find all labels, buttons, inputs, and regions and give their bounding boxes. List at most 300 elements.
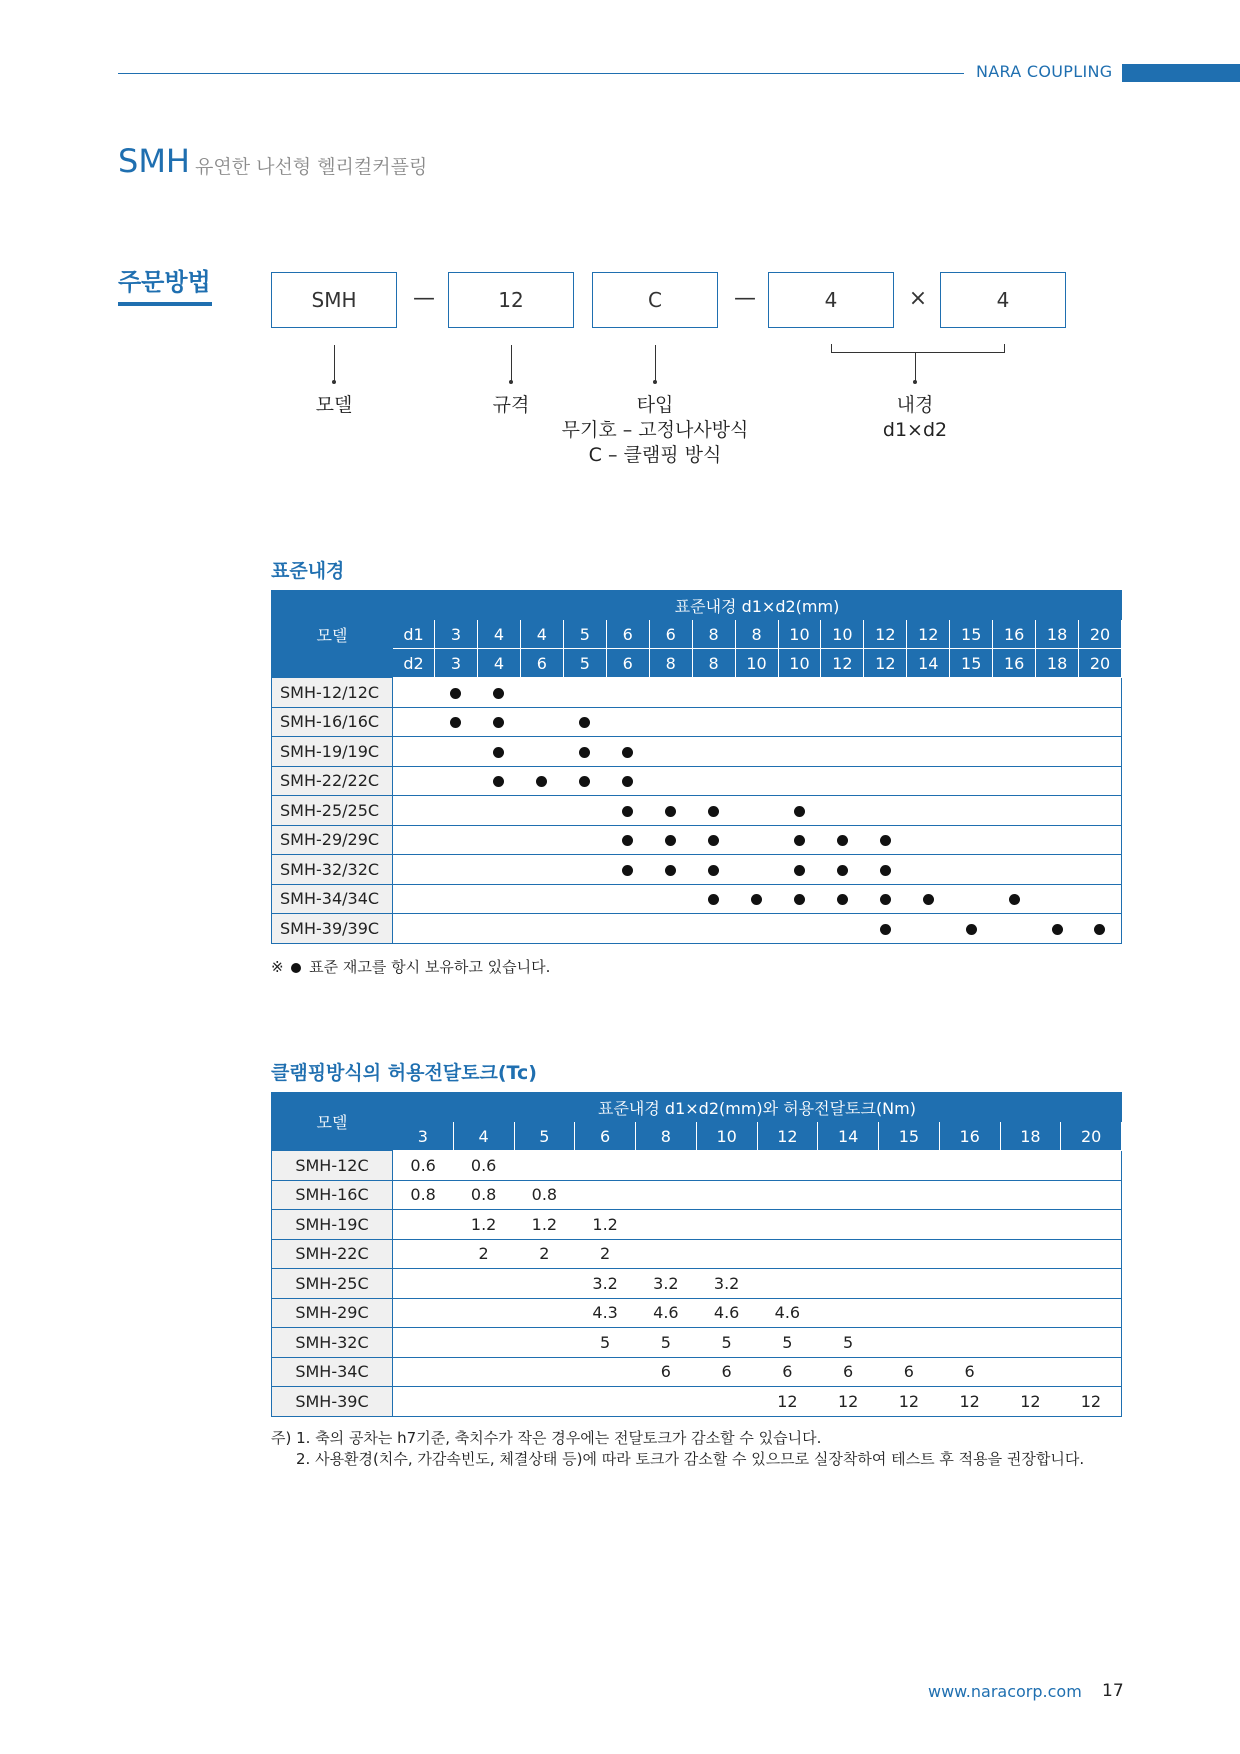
stock-dot-icon — [579, 776, 590, 787]
availability-cell — [864, 855, 907, 885]
availability-cell — [821, 678, 864, 708]
model-cell: SMH-29C — [272, 1298, 393, 1328]
availability-cell — [993, 825, 1036, 855]
availability-cell — [907, 796, 950, 826]
availability-cell — [435, 825, 478, 855]
availability-cell — [1079, 796, 1122, 826]
torque-value-cell — [1000, 1210, 1061, 1240]
availability-cell — [778, 884, 821, 914]
label-model: 모델 — [315, 394, 353, 416]
d1-value: 6 — [606, 620, 649, 649]
table-row — [272, 1357, 1122, 1387]
availability-cell — [477, 737, 520, 767]
availability-cell — [864, 825, 907, 855]
torque-value-cell — [514, 1269, 575, 1299]
availability-cell — [1036, 914, 1079, 944]
torque-value-cell: 12 — [818, 1387, 879, 1417]
d2-value: 14 — [907, 649, 950, 678]
availability-cell — [778, 914, 821, 944]
torque-value-cell: 12 — [1061, 1387, 1122, 1417]
torque-value-cell — [1061, 1180, 1122, 1210]
availability-cell — [563, 737, 606, 767]
table-row — [272, 737, 1122, 767]
availability-cell — [1079, 825, 1122, 855]
availability-cell — [649, 707, 692, 737]
torque-value-cell — [514, 1357, 575, 1387]
empty-cell — [393, 796, 435, 826]
availability-cell — [520, 884, 563, 914]
availability-cell — [692, 914, 735, 944]
availability-cell — [993, 678, 1036, 708]
torque-value-cell — [1061, 1269, 1122, 1299]
torque-value-cell — [1000, 1180, 1061, 1210]
availability-cell — [950, 707, 993, 737]
product-code-title: SMH — [118, 142, 190, 180]
stock-dot-icon — [880, 865, 891, 876]
connector-dot — [653, 380, 657, 384]
table-row — [272, 1298, 1122, 1328]
bracket-bottom — [831, 352, 1005, 353]
size-header: 15 — [879, 1122, 940, 1151]
header-accent-bar — [1122, 64, 1240, 82]
torque-value-cell: 1.2 — [514, 1210, 575, 1240]
availability-cell — [950, 796, 993, 826]
torque-value-cell — [879, 1298, 940, 1328]
availability-cell — [477, 796, 520, 826]
size-header: 12 — [757, 1122, 818, 1151]
availability-cell — [563, 914, 606, 944]
availability-cell — [692, 796, 735, 826]
table-row — [272, 707, 1122, 737]
connector-dot — [332, 380, 336, 384]
availability-cell — [907, 914, 950, 944]
availability-cell — [735, 884, 778, 914]
availability-cell — [778, 766, 821, 796]
stock-dot-icon — [622, 776, 633, 787]
torque-value-cell — [818, 1298, 879, 1328]
torque-value-cell — [818, 1180, 879, 1210]
model-cell: SMH-34C — [272, 1357, 393, 1387]
table-row — [272, 766, 1122, 796]
size-row — [272, 1122, 1122, 1151]
availability-cell — [993, 884, 1036, 914]
d2-value: 10 — [778, 649, 821, 678]
availability-cell — [778, 737, 821, 767]
torque-value-cell — [696, 1180, 757, 1210]
availability-cell — [435, 707, 478, 737]
stock-dot-icon — [794, 865, 805, 876]
torque-value-cell: 3.2 — [575, 1269, 636, 1299]
stock-dot-icon — [622, 835, 633, 846]
torque-value-cell — [453, 1357, 514, 1387]
availability-cell — [993, 796, 1036, 826]
d1-label: d1 — [393, 620, 435, 649]
torque-value-cell — [514, 1328, 575, 1358]
availability-cell — [907, 766, 950, 796]
availability-cell — [735, 855, 778, 885]
connector-dot — [509, 380, 513, 384]
availability-cell — [520, 737, 563, 767]
availability-cell — [520, 707, 563, 737]
model-cell: SMH-25C — [272, 1269, 393, 1299]
model-cell: SMH-22/22C — [272, 766, 393, 796]
availability-cell — [692, 884, 735, 914]
availability-cell — [692, 678, 735, 708]
order-box-d2: 4 — [940, 272, 1066, 328]
availability-cell — [993, 766, 1036, 796]
torque-value-cell — [514, 1387, 575, 1417]
availability-cell — [735, 796, 778, 826]
torque-value-cell — [818, 1151, 879, 1181]
size-header: 3 — [393, 1122, 454, 1151]
torque-note-2: 2. 사용환경(치수, 가감속빈도, 체결상태 등)에 따라 토크가 감소할 수 있으므로 실장착하여 테스트 후 적용을 권장합니다. — [296, 1450, 1085, 1468]
torque-value-cell — [879, 1328, 940, 1358]
availability-cell — [778, 825, 821, 855]
d1-value: 12 — [864, 620, 907, 649]
connector-line — [655, 345, 656, 381]
torque-value-cell — [879, 1239, 940, 1269]
torque-value-cell — [879, 1210, 940, 1240]
d1-value: 8 — [735, 620, 778, 649]
availability-cell — [520, 914, 563, 944]
model-cell: SMH-16C — [272, 1180, 393, 1210]
availability-cell — [907, 678, 950, 708]
label-bore-line: d1×d2 — [882, 419, 948, 441]
availability-cell — [520, 855, 563, 885]
availability-cell — [1079, 766, 1122, 796]
torque-value-cell: 12 — [879, 1387, 940, 1417]
availability-cell — [520, 825, 563, 855]
table-row — [272, 914, 1122, 944]
availability-cell — [735, 766, 778, 796]
torque-value-cell — [393, 1387, 454, 1417]
availability-cell — [1079, 707, 1122, 737]
torque-value-cell: 12 — [757, 1387, 818, 1417]
torque-value-cell — [636, 1239, 697, 1269]
size-header: 14 — [818, 1122, 879, 1151]
availability-cell — [1079, 678, 1122, 708]
availability-cell — [1079, 914, 1122, 944]
stock-dot-icon — [536, 776, 547, 787]
availability-cell — [606, 914, 649, 944]
torque-value-cell: 1.2 — [453, 1210, 514, 1240]
size-header: 6 — [575, 1122, 636, 1151]
order-method-heading: 주문방법 — [118, 268, 211, 296]
d1-value: 6 — [649, 620, 692, 649]
d1-value: 18 — [1036, 620, 1079, 649]
availability-cell — [1036, 707, 1079, 737]
availability-cell — [520, 796, 563, 826]
torque-value-cell — [393, 1239, 454, 1269]
torque-value-cell — [1000, 1328, 1061, 1358]
availability-cell — [649, 884, 692, 914]
availability-cell — [563, 884, 606, 914]
availability-cell — [563, 766, 606, 796]
availability-cell — [907, 825, 950, 855]
torque-value-cell — [757, 1210, 818, 1240]
size-header: 8 — [636, 1122, 697, 1151]
availability-cell — [435, 766, 478, 796]
torque-value-cell — [879, 1151, 940, 1181]
d1-value: 10 — [821, 620, 864, 649]
availability-cell — [821, 884, 864, 914]
page-number: 17 — [1102, 1681, 1124, 1701]
stock-dot-icon — [450, 717, 461, 728]
torque-table — [271, 1092, 1122, 1417]
availability-cell — [692, 707, 735, 737]
table-row — [272, 884, 1122, 914]
table-row — [272, 1180, 1122, 1210]
torque-value-cell — [1000, 1357, 1061, 1387]
stock-dot-icon — [622, 747, 633, 758]
d1-value: 4 — [520, 620, 563, 649]
model-cell: SMH-29/29C — [272, 825, 393, 855]
torque-value-cell — [757, 1239, 818, 1269]
d1-value: 8 — [692, 620, 735, 649]
stock-dot-icon — [450, 688, 461, 699]
availability-cell — [649, 678, 692, 708]
d2-label: d2 — [393, 649, 435, 678]
availability-cell — [864, 914, 907, 944]
availability-cell — [821, 825, 864, 855]
availability-cell — [563, 678, 606, 708]
availability-cell — [606, 707, 649, 737]
availability-cell — [821, 737, 864, 767]
connector-line — [511, 345, 512, 381]
torque-value-cell — [575, 1180, 636, 1210]
torque-value-cell — [1061, 1210, 1122, 1240]
availability-cell — [520, 678, 563, 708]
torque-value-cell: 4.6 — [757, 1298, 818, 1328]
label-type — [535, 393, 775, 468]
availability-cell — [692, 766, 735, 796]
empty-cell — [393, 914, 435, 944]
torque-value-cell: 4.6 — [636, 1298, 697, 1328]
torque-value-cell: 4.3 — [575, 1298, 636, 1328]
torque-table-heading: 클램핑방식의 허용전달토크(Tc) — [271, 1062, 537, 1084]
table-row — [272, 1269, 1122, 1299]
stock-dot-icon — [622, 865, 633, 876]
torque-value-cell: 2 — [453, 1239, 514, 1269]
availability-cell — [1036, 855, 1079, 885]
standard-bore-table — [271, 590, 1122, 944]
empty-cell — [393, 737, 435, 767]
stock-dot-icon — [1052, 924, 1063, 935]
d1-value: 15 — [950, 620, 993, 649]
availability-cell — [821, 796, 864, 826]
torque-value-cell — [514, 1151, 575, 1181]
availability-cell — [907, 737, 950, 767]
d2-value: 15 — [950, 649, 993, 678]
stock-dot-icon — [1094, 924, 1105, 935]
stock-dot-icon — [665, 835, 676, 846]
footer-website-link[interactable]: www.naracorp.com — [928, 1682, 1082, 1701]
torque-value-cell: 5 — [818, 1328, 879, 1358]
torque-value-cell — [636, 1387, 697, 1417]
availability-cell — [1036, 796, 1079, 826]
model-cell: SMH-32/32C — [272, 855, 393, 885]
availability-cell — [649, 737, 692, 767]
stock-dot-icon — [665, 806, 676, 817]
d1-value: 3 — [435, 620, 478, 649]
table-row — [272, 825, 1122, 855]
torque-value-cell: 2 — [575, 1239, 636, 1269]
order-box-type: C — [592, 272, 718, 328]
torque-value-cell — [696, 1239, 757, 1269]
torque-value-cell — [1061, 1357, 1122, 1387]
empty-cell — [393, 678, 435, 708]
torque-value-cell: 12 — [1000, 1387, 1061, 1417]
stock-dot-icon — [622, 806, 633, 817]
model-cell: SMH-16/16C — [272, 707, 393, 737]
size-header: 16 — [939, 1122, 1000, 1151]
availability-cell — [606, 737, 649, 767]
d2-value: 16 — [993, 649, 1036, 678]
bore-table-heading: 표준내경 — [271, 560, 345, 582]
stock-dot-icon — [708, 894, 719, 905]
availability-cell — [649, 914, 692, 944]
torque-value-cell — [879, 1180, 940, 1210]
table-row — [272, 1210, 1122, 1240]
stock-dot-icon — [837, 865, 848, 876]
torque-value-cell — [1061, 1239, 1122, 1269]
availability-cell — [435, 796, 478, 826]
availability-cell — [778, 707, 821, 737]
bore-group-header: 표준내경 d1×d2(mm) — [393, 591, 1122, 620]
model-header: 모델 — [272, 591, 393, 678]
order-separator: — — [413, 286, 435, 311]
availability-cell — [907, 855, 950, 885]
availability-cell — [649, 825, 692, 855]
d2-value: 18 — [1036, 649, 1079, 678]
label-bore-line: 내경 — [896, 394, 934, 416]
bullet-icon — [291, 963, 301, 973]
torque-value-cell: 4.6 — [696, 1298, 757, 1328]
availability-cell — [435, 737, 478, 767]
torque-value-cell — [453, 1298, 514, 1328]
d2-value: 3 — [435, 649, 478, 678]
torque-value-cell — [939, 1269, 1000, 1299]
torque-value-cell — [939, 1180, 1000, 1210]
torque-value-cell: 1.2 — [575, 1210, 636, 1240]
d2-value: 20 — [1079, 649, 1122, 678]
table-row — [272, 678, 1122, 708]
availability-cell — [821, 914, 864, 944]
d2-row — [272, 649, 1122, 678]
availability-cell — [950, 766, 993, 796]
availability-cell — [692, 825, 735, 855]
availability-cell — [435, 914, 478, 944]
torque-value-cell — [636, 1151, 697, 1181]
size-header: 4 — [453, 1122, 514, 1151]
availability-cell — [778, 855, 821, 885]
stock-dot-icon — [837, 835, 848, 846]
availability-cell — [735, 914, 778, 944]
availability-cell — [563, 796, 606, 826]
d1-value: 4 — [477, 620, 520, 649]
torque-value-cell: 3.2 — [636, 1269, 697, 1299]
torque-value-cell — [818, 1239, 879, 1269]
torque-value-cell — [939, 1298, 1000, 1328]
torque-value-cell — [575, 1151, 636, 1181]
model-cell: SMH-22C — [272, 1239, 393, 1269]
order-box-size: 12 — [448, 272, 574, 328]
torque-value-cell: 12 — [939, 1387, 1000, 1417]
torque-value-cell — [393, 1210, 454, 1240]
torque-value-cell: 6 — [696, 1357, 757, 1387]
note-mark: ※ — [271, 958, 284, 976]
availability-cell — [1079, 884, 1122, 914]
availability-cell — [477, 914, 520, 944]
torque-value-cell — [757, 1269, 818, 1299]
torque-value-cell: 6 — [939, 1357, 1000, 1387]
model-cell: SMH-39/39C — [272, 914, 393, 944]
stock-dot-icon — [880, 894, 891, 905]
model-cell: SMH-39C — [272, 1387, 393, 1417]
empty-cell — [393, 855, 435, 885]
table-row — [272, 1239, 1122, 1269]
torque-value-cell — [939, 1210, 1000, 1240]
availability-cell — [606, 678, 649, 708]
torque-value-cell — [696, 1387, 757, 1417]
header-rule — [118, 73, 964, 74]
d1-value: 5 — [563, 620, 606, 649]
torque-value-cell — [393, 1269, 454, 1299]
availability-cell — [993, 707, 1036, 737]
availability-cell — [778, 678, 821, 708]
availability-cell — [864, 884, 907, 914]
size-header: 18 — [1000, 1122, 1061, 1151]
stock-dot-icon — [966, 924, 977, 935]
model-cell: SMH-19/19C — [272, 737, 393, 767]
availability-cell — [821, 766, 864, 796]
availability-cell — [1036, 884, 1079, 914]
model-cell: SMH-12/12C — [272, 678, 393, 708]
availability-cell — [950, 914, 993, 944]
torque-value-cell: 6 — [879, 1357, 940, 1387]
label-type-line: 무기호 – 고정나사방식 — [561, 419, 749, 441]
torque-value-cell: 0.6 — [393, 1151, 454, 1181]
torque-value-cell — [879, 1269, 940, 1299]
availability-cell — [435, 884, 478, 914]
torque-value-cell: 2 — [514, 1239, 575, 1269]
torque-value-cell — [818, 1210, 879, 1240]
torque-value-cell — [636, 1180, 697, 1210]
table-row — [272, 1387, 1122, 1417]
bracket-left — [831, 344, 832, 352]
stock-dot-icon — [1009, 894, 1020, 905]
d2-value: 5 — [563, 649, 606, 678]
stock-dot-icon — [493, 747, 504, 758]
availability-cell — [735, 678, 778, 708]
torque-value-cell — [393, 1357, 454, 1387]
torque-value-cell: 3.2 — [696, 1269, 757, 1299]
availability-cell — [649, 855, 692, 885]
torque-value-cell: 6 — [818, 1357, 879, 1387]
availability-cell — [606, 766, 649, 796]
torque-value-cell — [818, 1269, 879, 1299]
availability-cell — [821, 855, 864, 885]
stock-dot-icon — [794, 894, 805, 905]
model-header: 모델 — [272, 1093, 393, 1151]
stock-dot-icon — [708, 835, 719, 846]
torque-value-cell — [696, 1151, 757, 1181]
availability-cell — [735, 737, 778, 767]
empty-cell — [393, 766, 435, 796]
availability-cell — [864, 766, 907, 796]
availability-cell — [520, 766, 563, 796]
availability-cell — [993, 737, 1036, 767]
